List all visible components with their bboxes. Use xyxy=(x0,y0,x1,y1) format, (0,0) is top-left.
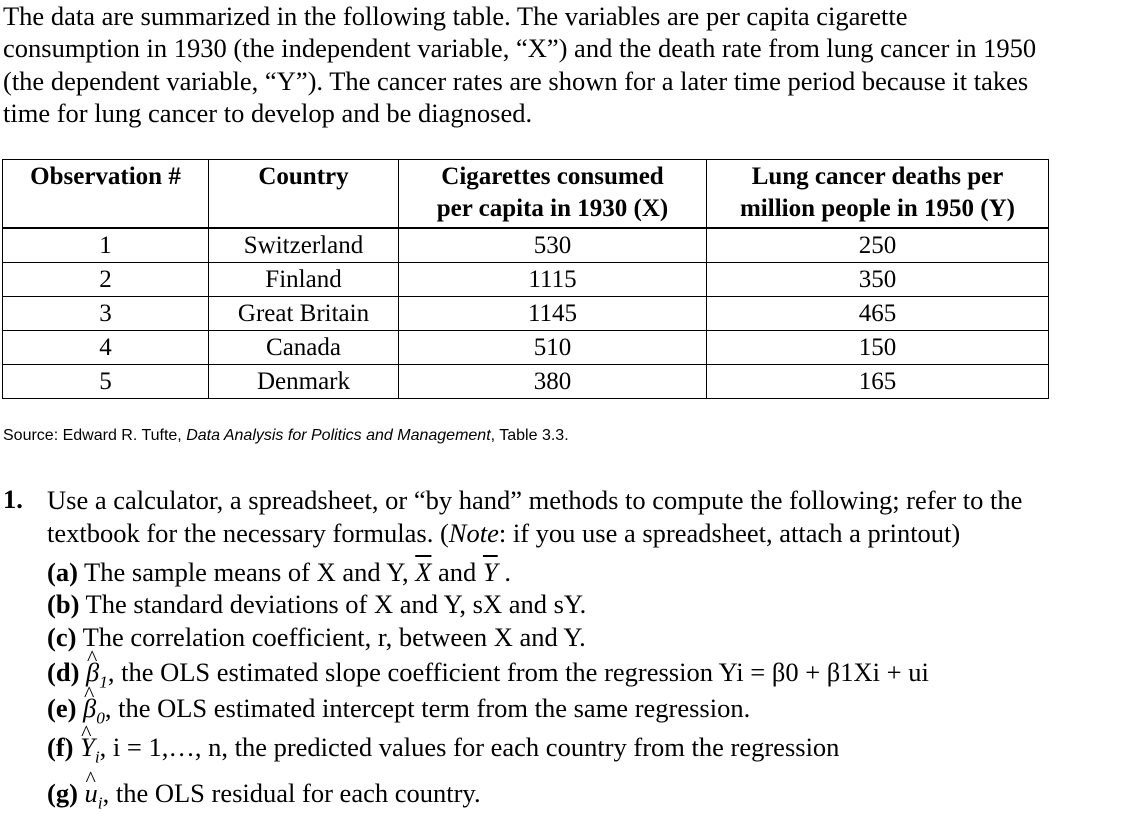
intro-line-3: (the dependent variable, “Y”). The cancer rates are shown for a later time period because it takes xyxy=(3,65,1029,96)
table-header-row xyxy=(3,160,1049,229)
x-bar-symbol: $\overline{X}$ xyxy=(415,557,432,587)
beta0-hat-symbol: ^ $\beta_0$ xyxy=(83,691,105,735)
table-row xyxy=(3,365,1049,399)
question-number: 1. xyxy=(3,484,23,514)
table-row xyxy=(3,297,1049,331)
header-lung-cancer xyxy=(707,160,1049,229)
cell-y: 165 xyxy=(707,365,1049,399)
source-title: Data Analysis for Politics and Management xyxy=(186,427,491,444)
part-c xyxy=(47,621,586,654)
part-g-label: (g) xyxy=(47,778,78,808)
header-cigarettes-line-2: per capita in 1930 (X) xyxy=(436,195,669,222)
part-d-text: , the OLS estimated slope coefficient from the regression Yi = β0 + β1Xi + ui xyxy=(107,657,929,687)
cell-y: 465 xyxy=(707,297,1049,331)
cell-y: 150 xyxy=(707,331,1049,365)
part-a: (a) The sample means of X and Y, $\overline{X}$ and $\overline{Y}$ . xyxy=(47,557,511,587)
table-row xyxy=(3,263,1049,297)
cell-x: 510 xyxy=(399,331,707,365)
cell-x: 380 xyxy=(399,365,707,399)
cell-x: 1145 xyxy=(399,297,707,331)
part-g-text: , the OLS residual for each country. xyxy=(102,778,481,808)
part-g xyxy=(47,776,481,820)
question-line-2b: : if you use a spreadsheet, attach a printout) xyxy=(498,518,961,548)
part-f xyxy=(47,730,839,774)
y-bar-symbol: $\overline{Y}$ xyxy=(482,557,498,587)
u-hat-symbol: ^ $u_i$ xyxy=(85,776,103,820)
part-e-label: (e) xyxy=(47,693,77,723)
cell-obs: 5 xyxy=(3,365,209,399)
cell-country: Denmark xyxy=(209,365,399,399)
cell-obs: 1 xyxy=(3,228,209,263)
question-body xyxy=(47,484,1118,550)
question-line-2 xyxy=(47,517,1118,550)
part-a-text: The sample means of X and Y, xyxy=(77,557,416,587)
source-citation xyxy=(3,427,569,445)
part-a-label: (a) xyxy=(47,557,78,587)
table-row xyxy=(3,228,1049,263)
header-lung-line-2: million people in 1950 (Y) xyxy=(739,195,1015,222)
header-observation: Observation # xyxy=(3,160,209,229)
cell-country: Great Britain xyxy=(209,297,399,331)
part-c-label: (c) xyxy=(47,622,77,652)
cell-country: Canada xyxy=(209,331,399,365)
intro-line-1: The data are summarized in the following table. The variables are per capita cigarette xyxy=(3,1,908,31)
intro-line-2: consumption in 1930 (the independent variable, “X”) and the death rate from lung cancer in 1950 xyxy=(3,33,1037,64)
intro-paragraph xyxy=(3,0,1118,129)
question-line-1: Use a calculator, a spreadsheet, or “by hand” methods to compute the following; refer to the xyxy=(47,485,1023,515)
cell-country: Switzerland xyxy=(209,228,399,263)
header-lung-line-1: Lung cancer deaths per xyxy=(751,163,1004,190)
part-b-text: The standard deviations of X and Y, sX and sY. xyxy=(79,589,587,619)
part-e xyxy=(47,691,750,735)
part-b xyxy=(47,588,586,621)
part-e-text: , the OLS estimated intercept term from the same regression. xyxy=(104,693,751,723)
header-country: Country xyxy=(209,160,399,229)
question-1 xyxy=(3,484,1118,813)
cell-obs: 3 xyxy=(3,297,209,331)
cell-obs: 4 xyxy=(3,331,209,365)
data-table xyxy=(2,159,1049,399)
cell-country: Finland xyxy=(209,263,399,297)
header-cigarettes xyxy=(399,160,707,229)
part-f-label: (f) xyxy=(47,732,74,762)
table-row xyxy=(3,331,1049,365)
intro-line-4: time for lung cancer to develop and be diagnosed. xyxy=(3,97,533,128)
cell-obs: 2 xyxy=(3,263,209,297)
header-cigarettes-line-1: Cigarettes consumed xyxy=(441,163,664,190)
beta1-hat-symbol: ^ $\beta_1$ xyxy=(86,655,108,699)
cell-x: 530 xyxy=(399,228,707,263)
part-b-label: (b) xyxy=(47,589,80,619)
y-hat-symbol: ^ $Y_i$ xyxy=(80,730,100,774)
source-prefix: Source: Edward R. Tufte, xyxy=(3,427,187,444)
part-f-text: , i = 1,…, n, the predicted values for each country from the regression xyxy=(99,732,840,762)
part-d-label: (d) xyxy=(47,657,80,687)
cell-y: 250 xyxy=(707,228,1049,263)
question-line-2a: textbook for the necessary formulas. ( xyxy=(47,518,449,548)
source-suffix: , Table 3.3. xyxy=(490,427,569,444)
cell-y: 350 xyxy=(707,263,1049,297)
question-note: Note xyxy=(448,518,499,548)
cell-x: 1115 xyxy=(399,263,707,297)
part-c-text: The correlation coefficient, r, between X and Y. xyxy=(76,622,586,652)
